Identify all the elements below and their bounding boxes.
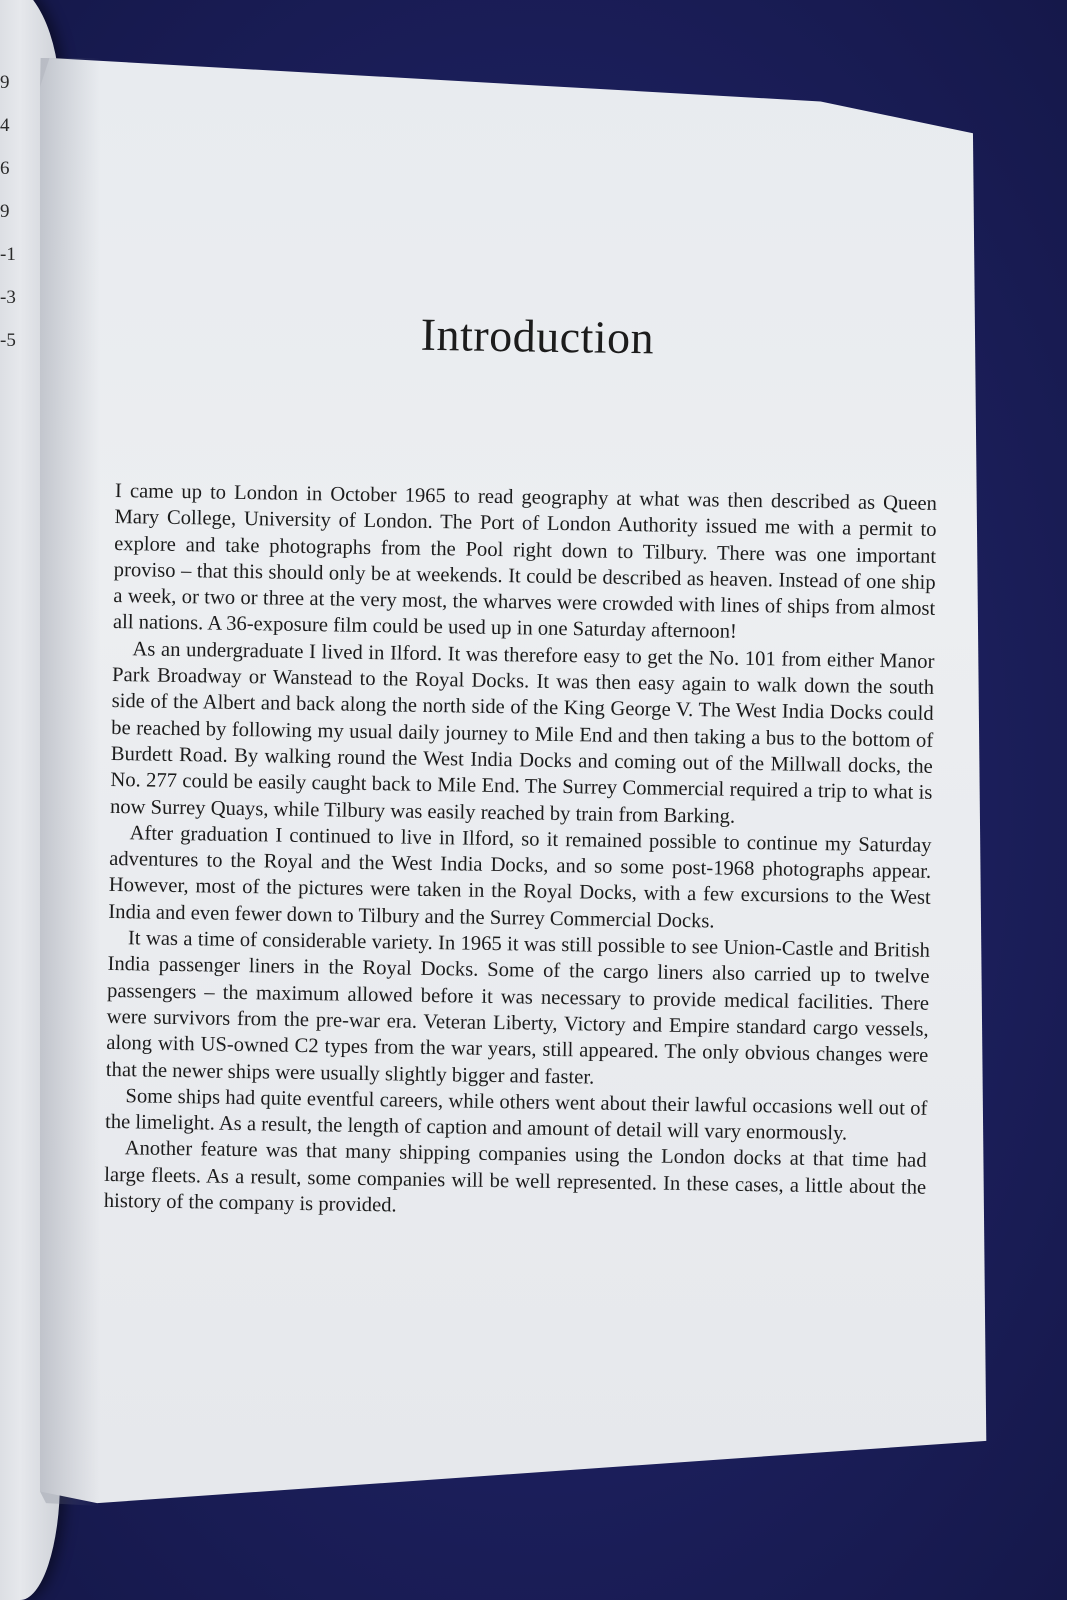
margin-number: -3 [0, 287, 16, 308]
margin-number: 6 [0, 158, 10, 179]
paragraph: I came up to London in October 1965 to read geography at what was then described as Queen Mary College, University of London. The Port of London Authority issued me with a permit to explore and take photographs from the Pool right down to Tilbury. There was one important proviso – that this should only be at weekends. It could be described as heaven. Instead of one ship a week, or two or three at the very most, the wharves were crowded with lines of ships from almost all nations. A 36-exposure film could be used up in one Saturday afternoon! [112, 479, 938, 644]
margin-number: -1 [0, 244, 16, 265]
margin-number: 9 [0, 201, 10, 222]
paragraph: As an undergraduate I lived in Ilford. It was therefore easy to get the No. 101 from either Manor Park Broadway or Wanstead to the Royal Docks. It was then easy again to walk down the south side of the Albert and back along the north side of the King George V. The West India Docks could be reached by following my usual daily journey to Mile End and then taking a bus to the bottom of Burdett Road. By walking round the West India Docks and coming out of the Millwall docks, the No. 277 could be easily caught back to Mile End. The Surrey Commercial required a trip to what is now Surrey Quays, while Tilbury was easily reached by train from Barking. [109, 638, 935, 828]
margin-number: 4 [0, 115, 10, 136]
paragraph: Some ships had quite eventful careers, while others went about their lawful occasions well out of the limelight. As a result, the length of caption and amount of detail will vary enormously. [104, 1085, 928, 1145]
margin-number: -5 [0, 330, 16, 351]
paragraph: It was a time of considerable variety. In 1965 it was still possible to see Union-Castle and British India passenger liners in the Royal Docks. Some of the cargo liners also carried up to twelve passengers – the maximum allowed before it was necessary to provide medical facilities. There were survivors from the pre-war era. Veteran Liberty, Victory and Empire standard cargo vessels, along with US-owned C2 types from the war years, still appeared. The only obvious changes were that the newer ships were usually slightly bigger and faster. [105, 927, 931, 1089]
page-title: Introduction [420, 308, 655, 364]
paragraph: Another feature was that many shipping companies using the London docks at that time had large fleets. As a result, some companies will be well represented. In these cases, a little about the history of the company is provided. [103, 1137, 927, 1217]
page-content [104, 300, 940, 1227]
page-gutter-shadow [40, 58, 100, 1506]
body-text [104, 478, 937, 1227]
left-page-margin-numbers [0, 72, 20, 373]
margin-number: 9 [0, 72, 10, 93]
paragraph: After graduation I continued to live in Ilford, so it remained possible to continue my Saturday adventures to the Royal and the West India Docks, and so some post-1968 photographs appear. However, most of the pictures were taken in the Royal Docks, with a few excursions to the West India and even fewer down to Tilbury and the Surrey Commercial Docks. [108, 822, 932, 933]
